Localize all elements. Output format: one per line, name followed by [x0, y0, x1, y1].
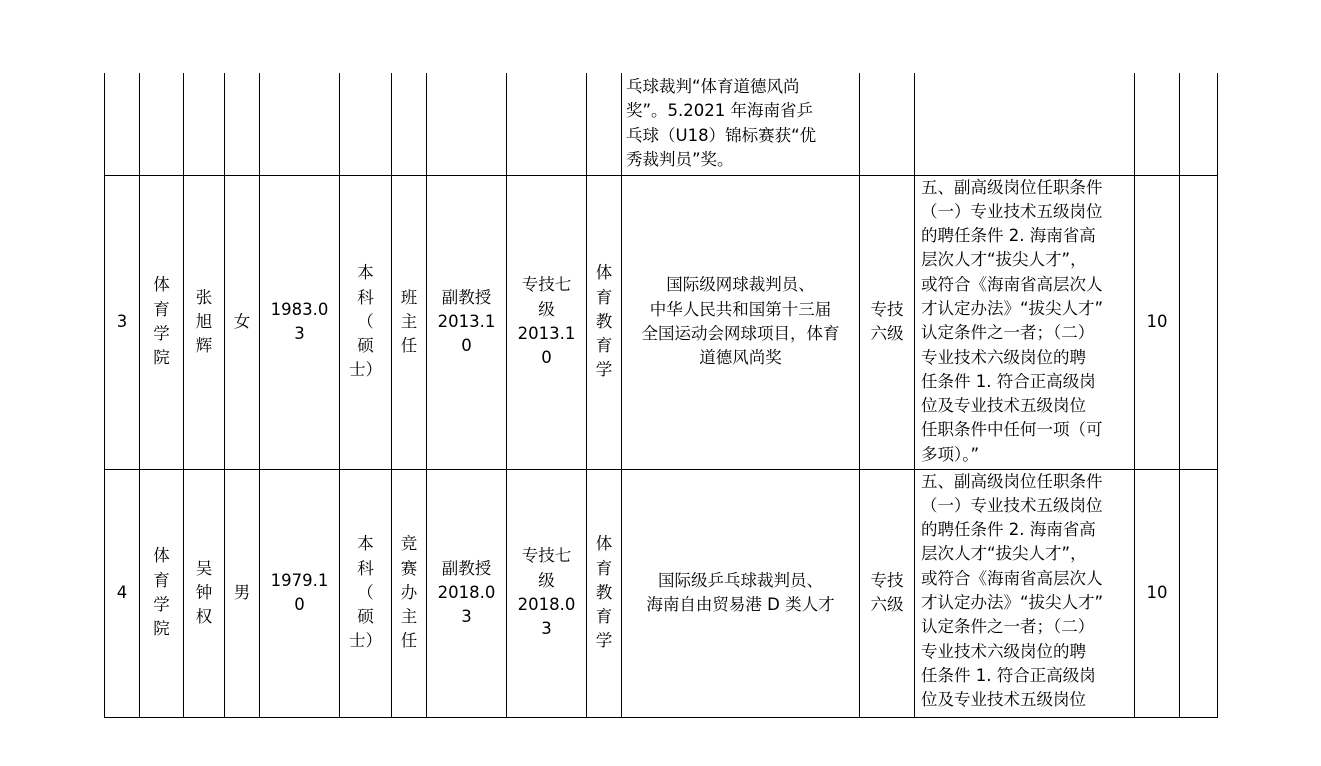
cell-remark [1180, 175, 1218, 469]
cell-merit: 乓球裁判“体育道德风尚 奖”。5.2021 年海南省乒 乓球（U18）锦标赛获“优 秀裁判员”奖。 [622, 73, 860, 175]
table-row [105, 469, 1218, 717]
cell-birth: 1979.1 0 [260, 469, 340, 717]
cell-score: 10 [1135, 469, 1180, 717]
cell-no: 3 [105, 175, 140, 469]
cell-apply-post: 专技 六级 [860, 469, 915, 717]
cell-college [140, 73, 184, 175]
cell-education: 本 科 （ 硕 士） [340, 469, 392, 717]
cell-discipline: 体 育 教 育 学 [587, 469, 622, 717]
cell-current-post [507, 73, 587, 175]
cell-birth [260, 73, 340, 175]
cell-no [105, 73, 140, 175]
cell-conditions: 五、副高级岗位任职条件 （一）专业技术五级岗位 的聘任条件 2. 海南省高 层次人才“拔尖人才”， 或符合《海南省高层次人 才认定办法》“拔尖人才” 认定条件之一者；（二） 专业技术六级岗位的聘 任条件 1. 符合正高级岗 位及专业技术五级岗位 [915, 469, 1135, 717]
table-row [105, 73, 1218, 175]
cell-college: 体 育 学 院 [140, 469, 184, 717]
cell-merit: 国际级网球裁判员、 中华人民共和国第十三届 全国运动会网球项目，体育 道德风尚奖 [622, 175, 860, 469]
cell-apply-post [860, 73, 915, 175]
cell-name: 张 旭 辉 [184, 175, 225, 469]
cell-name [184, 73, 225, 175]
cell-apply-post: 专技 六级 [860, 175, 915, 469]
cell-conditions: 五、副高级岗位任职条件 （一）专业技术五级岗位 的聘任条件 2. 海南省高 层次人才“拔尖人才”， 或符合《海南省高层次人 才认定办法》“拔尖人才” 认定条件之一者；（二） 专业技术六级岗位的聘 任条件 1. 符合正高级岗 位及专业技术五级岗位 任职条件中任何一项（可 多项）。” [915, 175, 1135, 469]
cell-education [340, 73, 392, 175]
cell-current-post: 专技七 级 2013.1 0 [507, 175, 587, 469]
cell-current-title [427, 73, 507, 175]
cell-name: 吴 钟 权 [184, 469, 225, 717]
cell-gender: 女 [225, 175, 260, 469]
cell-duty: 班 主 任 [392, 175, 427, 469]
cell-merit: 国际级乒乓球裁判员、 海南自由贸易港 D 类人才 [622, 469, 860, 717]
cell-duty: 竞 赛 办 主 任 [392, 469, 427, 717]
cell-gender [225, 73, 260, 175]
cell-discipline [587, 73, 622, 175]
cell-conditions [915, 73, 1135, 175]
cell-no: 4 [105, 469, 140, 717]
cell-remark [1180, 469, 1218, 717]
cell-current-post: 专技七 级 2018.0 3 [507, 469, 587, 717]
cell-birth: 1983.0 3 [260, 175, 340, 469]
table-row [105, 175, 1218, 469]
cell-remark [1180, 73, 1218, 175]
cell-duty [392, 73, 427, 175]
cell-current-title: 副教授 2018.0 3 [427, 469, 507, 717]
personnel-table [104, 73, 1218, 718]
cell-current-title: 副教授 2013.1 0 [427, 175, 507, 469]
cell-college: 体 育 学 院 [140, 175, 184, 469]
cell-score: 10 [1135, 175, 1180, 469]
cell-score [1135, 73, 1180, 175]
cell-discipline: 体 育 教 育 学 [587, 175, 622, 469]
cell-education: 本 科 （ 硕 士） [340, 175, 392, 469]
cell-gender: 男 [225, 469, 260, 717]
